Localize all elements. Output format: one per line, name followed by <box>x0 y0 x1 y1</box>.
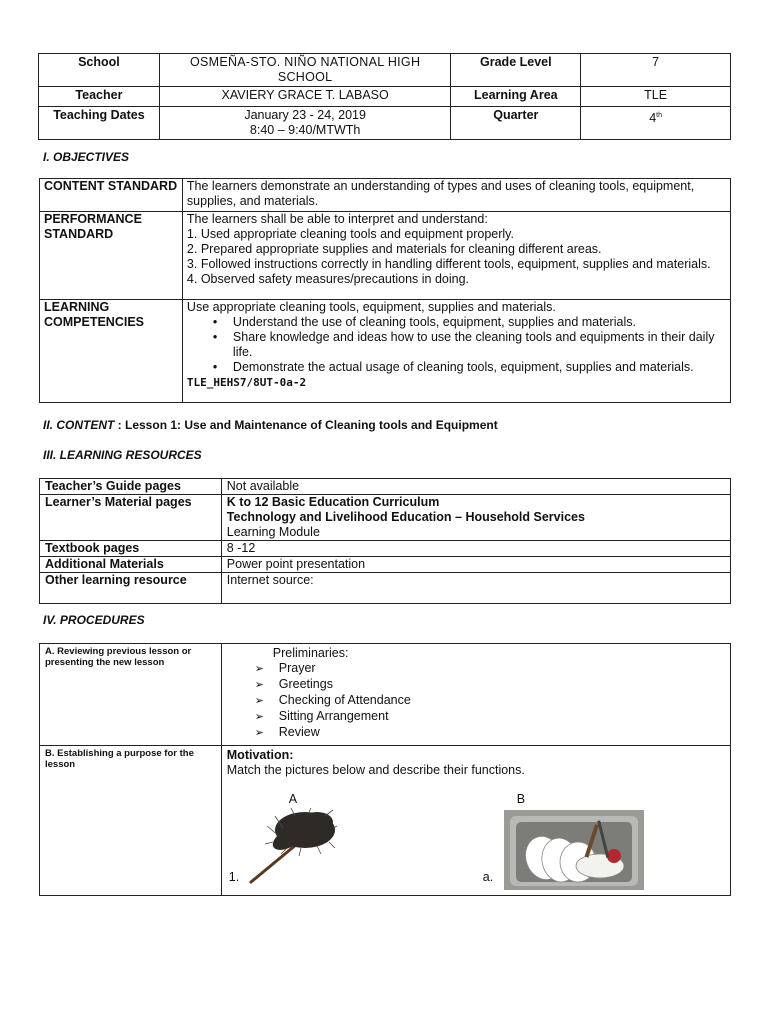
other-resource-label: Other learning resource <box>40 573 222 604</box>
quarter-value <box>581 107 731 140</box>
learners-material-label: Learner’s Material pages <box>40 495 222 541</box>
column-a-label: A <box>288 792 298 806</box>
additional-materials-value: Power point presentation <box>221 557 730 573</box>
other-resource-value: Internet source: <box>221 573 730 604</box>
performance-line: 2. Prepared appropriate supplies and materials for cleaning different areas. <box>186 242 602 256</box>
content-heading-prefix: II. CONTENT <box>43 418 115 432</box>
quarter-label: Quarter <box>451 107 581 140</box>
motivation-title: Motivation: <box>226 748 294 762</box>
performance-standard-label: PERFORMANCE STANDARD <box>40 212 183 300</box>
learners-material-value <box>221 495 730 541</box>
content-heading <box>43 418 498 432</box>
teachers-guide-value: Not available <box>221 479 730 495</box>
teaching-dates-value <box>159 107 451 140</box>
school-label: School <box>39 54 160 87</box>
procedures-table <box>39 643 731 896</box>
item-a-label: a. <box>482 870 494 884</box>
procedure-b-content <box>221 746 730 896</box>
list-item: • Demonstrate the actual usage of cleaning tools, equipment, supplies and materials. <box>213 360 726 375</box>
preliminaries-title: Preliminaries: <box>272 646 349 660</box>
list-item: ➢ Checking of Attendance <box>255 693 725 709</box>
performance-standard-text <box>182 212 730 300</box>
list-item: ➢ Sitting Arrangement <box>255 709 725 725</box>
list-item: • Share knowledge and ideas how to use the cleaning tools and equipments in their daily life. <box>213 330 726 360</box>
preliminaries-list <box>255 661 725 741</box>
teacher-value: XAVIERY GRACE T. LABASO <box>159 87 451 107</box>
learners-material-line2: Technology and Livelihood Education – Household Services <box>226 510 585 524</box>
content-standard-text: The learners demonstrate an understanding of types and uses of cleaning tools, equipment, supplies, and materials. <box>182 179 730 212</box>
learning-competencies-text <box>182 300 730 403</box>
feather-duster-image <box>237 808 337 884</box>
performance-line: 1. Used appropriate cleaning tools and equipment properly. <box>186 227 514 241</box>
textbook-pages-value: 8 -12 <box>221 541 730 557</box>
list-item: ➢ Review <box>255 725 725 741</box>
competencies-intro: Use appropriate cleaning tools, equipment, supplies and materials. <box>186 300 556 314</box>
header-table <box>38 53 731 140</box>
item-1-label: 1. <box>228 870 240 884</box>
teachers-guide-label: Teacher’s Guide pages <box>40 479 222 495</box>
procedures-heading: IV. PROCEDURES <box>43 613 145 627</box>
quarter-suffix: th <box>656 112 663 119</box>
performance-line: 3. Followed instructions correctly in handling different tools, equipment, supplies and materials. <box>186 257 711 271</box>
list-item: • Understand the use of cleaning tools, equipment, supplies and materials. <box>213 315 726 330</box>
teaching-dates-label: Teaching Dates <box>39 107 160 140</box>
performance-line: 4. Observed safety measures/precautions in doing. <box>186 272 470 286</box>
learning-competencies-label: LEARNING COMPETENCIES <box>40 300 183 403</box>
dish-rack-image <box>504 810 644 890</box>
procedure-b-label: B. Establishing a purpose for the lesson <box>40 746 222 896</box>
objectives-heading: I. OBJECTIVES <box>43 150 130 164</box>
teacher-label: Teacher <box>39 87 160 107</box>
content-heading-text: : Lesson 1: Use and Maintenance of Cleaning tools and Equipment <box>114 418 498 432</box>
column-b-label: B <box>516 792 526 806</box>
matching-pictures <box>227 778 725 886</box>
additional-materials-label: Additional Materials <box>40 557 222 573</box>
resources-table <box>39 478 731 604</box>
learners-material-line3: Learning Module <box>226 525 320 539</box>
competencies-list <box>213 315 726 375</box>
school-value: OSMEÑA-STO. NIÑO NATIONAL HIGH SCHOOL <box>159 54 451 87</box>
procedure-a-content <box>221 644 730 746</box>
list-item: ➢ Greetings <box>255 677 725 693</box>
teaching-dates-line1: January 23 - 24, 2019 <box>244 108 366 122</box>
performance-line: The learners shall be able to interpret and understand: <box>186 212 488 226</box>
learning-area-value: TLE <box>581 87 731 107</box>
textbook-pages-label: Textbook pages <box>40 541 222 557</box>
quarter-number: 4 <box>649 111 657 126</box>
resources-heading: III. LEARNING RESOURCES <box>43 448 202 462</box>
learning-area-label: Learning Area <box>451 87 581 107</box>
learners-material-line1: K to 12 Basic Education Curriculum <box>226 495 440 509</box>
content-standard-label: CONTENT STANDARD <box>40 179 183 212</box>
motivation-instruction: Match the pictures below and describe their functions. <box>226 763 525 777</box>
procedure-a-label: A. Reviewing previous lesson or presenting the new lesson <box>40 644 222 746</box>
objectives-table <box>39 178 731 403</box>
grade-level-label: Grade Level <box>451 54 581 87</box>
teaching-dates-line2: 8:40 – 9:40/MTWTh <box>249 123 361 137</box>
list-item: ➢ Prayer <box>255 661 725 677</box>
grade-level-value: 7 <box>581 54 731 87</box>
competency-code: TLE_HEHS7/8UT-0a-2 <box>186 376 307 389</box>
